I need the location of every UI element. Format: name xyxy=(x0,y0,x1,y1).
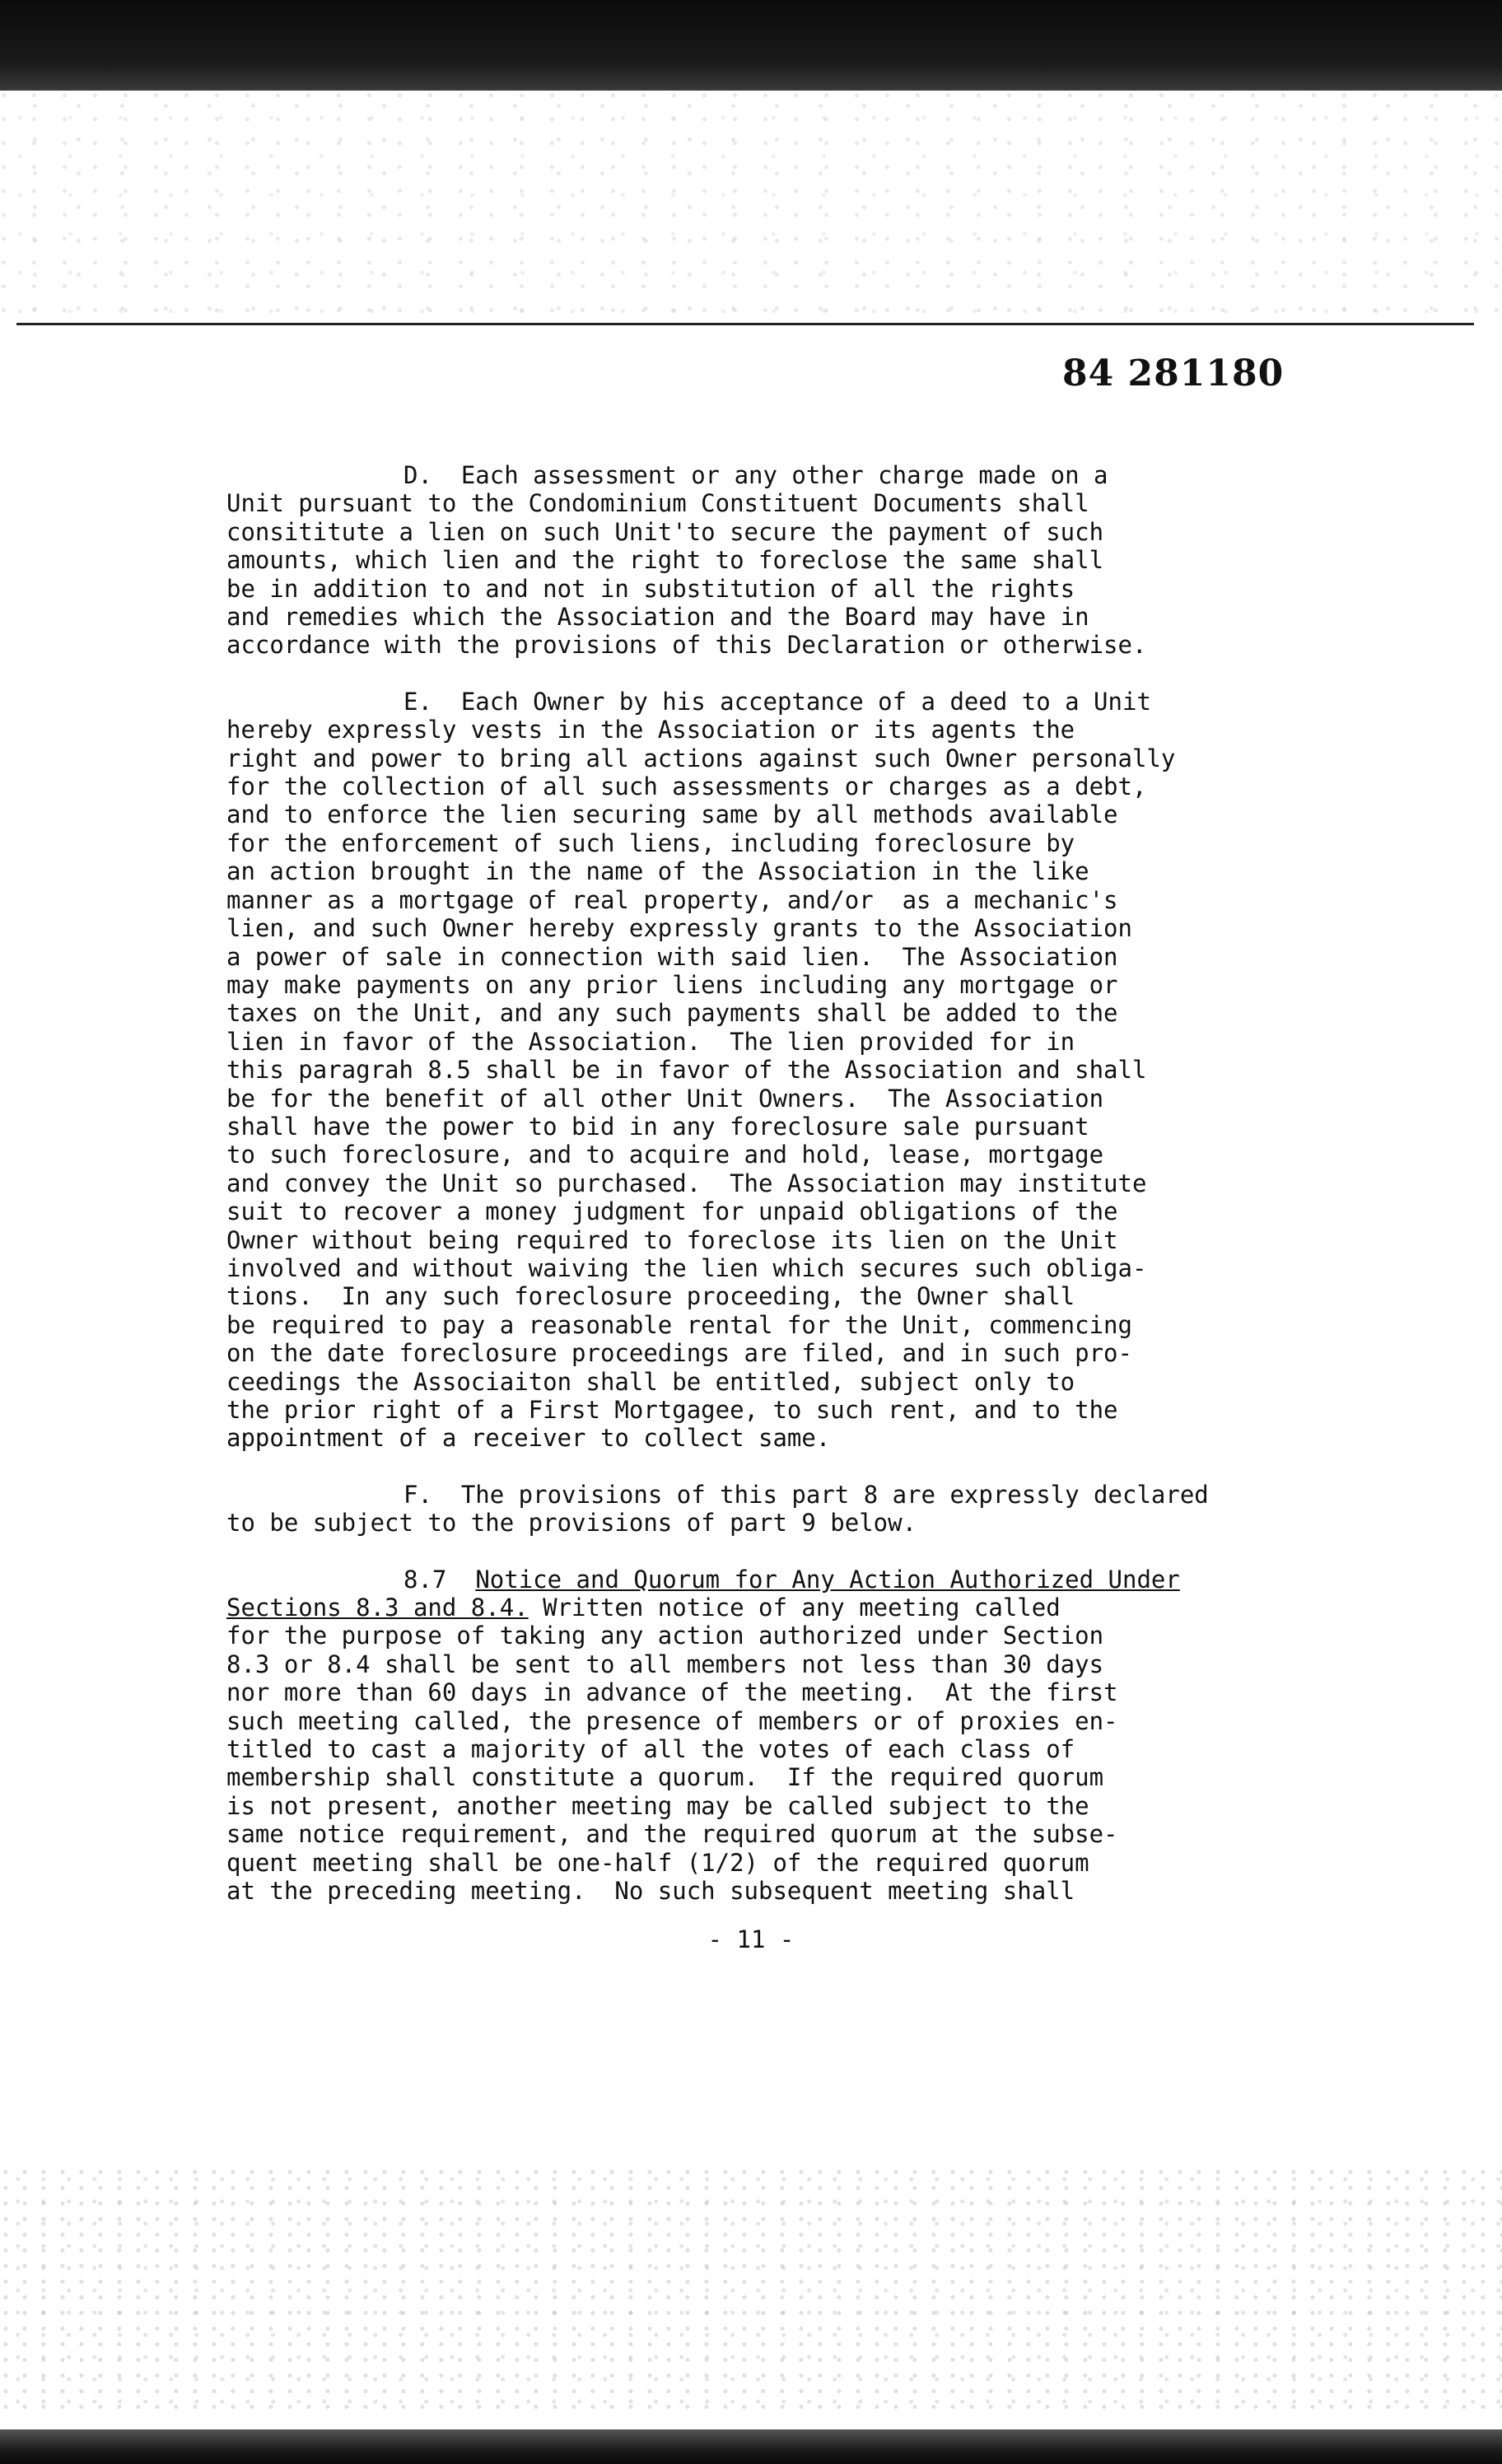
text-line xyxy=(226,461,1412,489)
text-line: be in addition to and not in substitution of all the rights xyxy=(226,574,1075,603)
text-line: an action brought in the name of the Association in the like xyxy=(226,857,1089,886)
text-line: and remedies which the Association and the Board may have in xyxy=(226,603,1089,632)
text-line: taxes on the Unit, and any such payments shall be added to the xyxy=(226,999,1118,1028)
text-line: manner as a mortgage of real property, and/or as a mechanic's xyxy=(226,885,1118,914)
text-line: consititute a lien on such Unit'to secure the payment of such xyxy=(226,517,1104,546)
text-line: ceedings the Associaiton shall be entitled, subject only to xyxy=(226,1367,1075,1396)
document-body xyxy=(226,461,1412,1906)
text-line: on the date foreclosure proceedings are filed, and in such pro- xyxy=(226,1339,1132,1368)
text-line: such meeting called, the presence of members or of proxies en- xyxy=(226,1706,1118,1735)
text-line: and convey the Unit so purchased. The Association may institute xyxy=(226,1169,1147,1197)
text-line-content: Each Owner by his acceptance of a deed to a Unit xyxy=(460,687,1151,716)
text-line-content: Each assessment or any other charge made on a xyxy=(460,461,1108,489)
text-line: shall have the power to bid in any foreclosure sale pursuant xyxy=(226,1112,1089,1141)
text-line: membership shall constitute a quorum. If the required quorum xyxy=(226,1763,1104,1792)
text-line: amounts, which lien and the right to foreclose the same shall xyxy=(226,546,1104,575)
page-edge-rule xyxy=(16,323,1474,325)
text-line: Owner without being required to foreclose its lien on the Unit xyxy=(226,1225,1118,1254)
paragraph-d xyxy=(226,461,1412,660)
text-line: same notice requirement, and the required quorum at the subse- xyxy=(226,1820,1118,1849)
text-line: right and power to bring all actions against such Owner personally xyxy=(226,744,1176,772)
document-number: 84 281180 xyxy=(1062,352,1285,394)
paragraph-f xyxy=(226,1481,1412,1538)
scan-top-border xyxy=(0,0,1502,91)
text-line: for the collection of all such assessments or charges as a debt, xyxy=(226,772,1147,801)
text-line: to be subject to the provisions of part 9 below. xyxy=(226,1509,917,1538)
text-line: be required to pay a reasonable rental for the Unit, commencing xyxy=(226,1310,1132,1339)
section-heading-line1: Notice and Quorum for Any Action Authorized Under xyxy=(475,1565,1180,1594)
section-first-line-rest: Written notice of any meeting called xyxy=(528,1594,1061,1622)
text-line: may make payments on any prior liens including any mortgage or xyxy=(226,970,1118,999)
section-8-7 xyxy=(226,1566,1412,1906)
text-line xyxy=(226,1481,1412,1509)
text-line: accordance with the provisions of this Declaration or otherwise. xyxy=(226,631,1147,660)
text-line: this paragrah 8.5 shall be in favor of the Association and shall xyxy=(226,1056,1147,1085)
paragraph-label: E. xyxy=(403,687,432,716)
text-line: lien in favor of the Association. The lien provided for in xyxy=(226,1027,1075,1056)
text-line: for the enforcement of such liens, including foreclosure by xyxy=(226,828,1075,857)
text-line: hereby expressly vests in the Association or its agents the xyxy=(226,716,1075,744)
text-line: tions. In any such foreclosure proceeding, the Owner shall xyxy=(226,1282,1075,1311)
scan-noise-top xyxy=(0,91,1502,329)
paragraph-e xyxy=(226,688,1412,1453)
text-line: a power of sale in connection with said lien. The Association xyxy=(226,942,1118,971)
text-line: is not present, another meeting may be called subject to the xyxy=(226,1791,1089,1820)
text-line: titled to cast a majority of all the votes of each class of xyxy=(226,1735,1075,1764)
scan-noise-bottom xyxy=(0,2166,1502,2413)
text-line: involved and without waiving the lien which secures such obliga- xyxy=(226,1253,1147,1282)
text-line xyxy=(226,688,1412,716)
paragraph-label: F. xyxy=(403,1480,432,1509)
text-line: 8.3 or 8.4 shall be sent to all members not less than 30 days xyxy=(226,1650,1104,1678)
text-line: be for the benefit of all other Unit Owners. The Association xyxy=(226,1084,1104,1113)
section-number: 8.7 xyxy=(403,1565,447,1594)
text-line: and to enforce the lien securing same by all methods available xyxy=(226,800,1118,829)
page-number: - 11 - xyxy=(707,1925,795,1953)
text-line: quent meeting shall be one-half (1/2) of the required quorum xyxy=(226,1848,1089,1877)
paragraph-label: D. xyxy=(403,461,432,489)
text-line: nor more than 60 days in advance of the meeting. At the first xyxy=(226,1678,1118,1707)
text-line: suit to recover a money judgment for unpaid obligations of the xyxy=(226,1197,1118,1226)
text-line: appointment of a receiver to collect same. xyxy=(226,1424,831,1453)
scan-bottom-border xyxy=(0,2429,1502,2464)
text-line: the prior right of a First Mortgagee, to such rent, and to the xyxy=(226,1396,1118,1424)
text-line: to such foreclosure, and to acquire and hold, lease, mortgage xyxy=(226,1141,1104,1169)
section-heading-line2: Sections 8.3 and 8.4. xyxy=(226,1594,529,1622)
text-line: lien, and such Owner hereby expressly grants to the Association xyxy=(226,914,1132,943)
text-line: for the purpose of taking any action authorized under Section xyxy=(226,1622,1104,1650)
text-line: at the preceding meeting. No such subsequent meeting shall xyxy=(226,1877,1075,1906)
text-line-content: The provisions of this part 8 are expressly declared xyxy=(460,1480,1209,1509)
text-line: Unit pursuant to the Condominium Constituent Documents shall xyxy=(226,489,1089,518)
